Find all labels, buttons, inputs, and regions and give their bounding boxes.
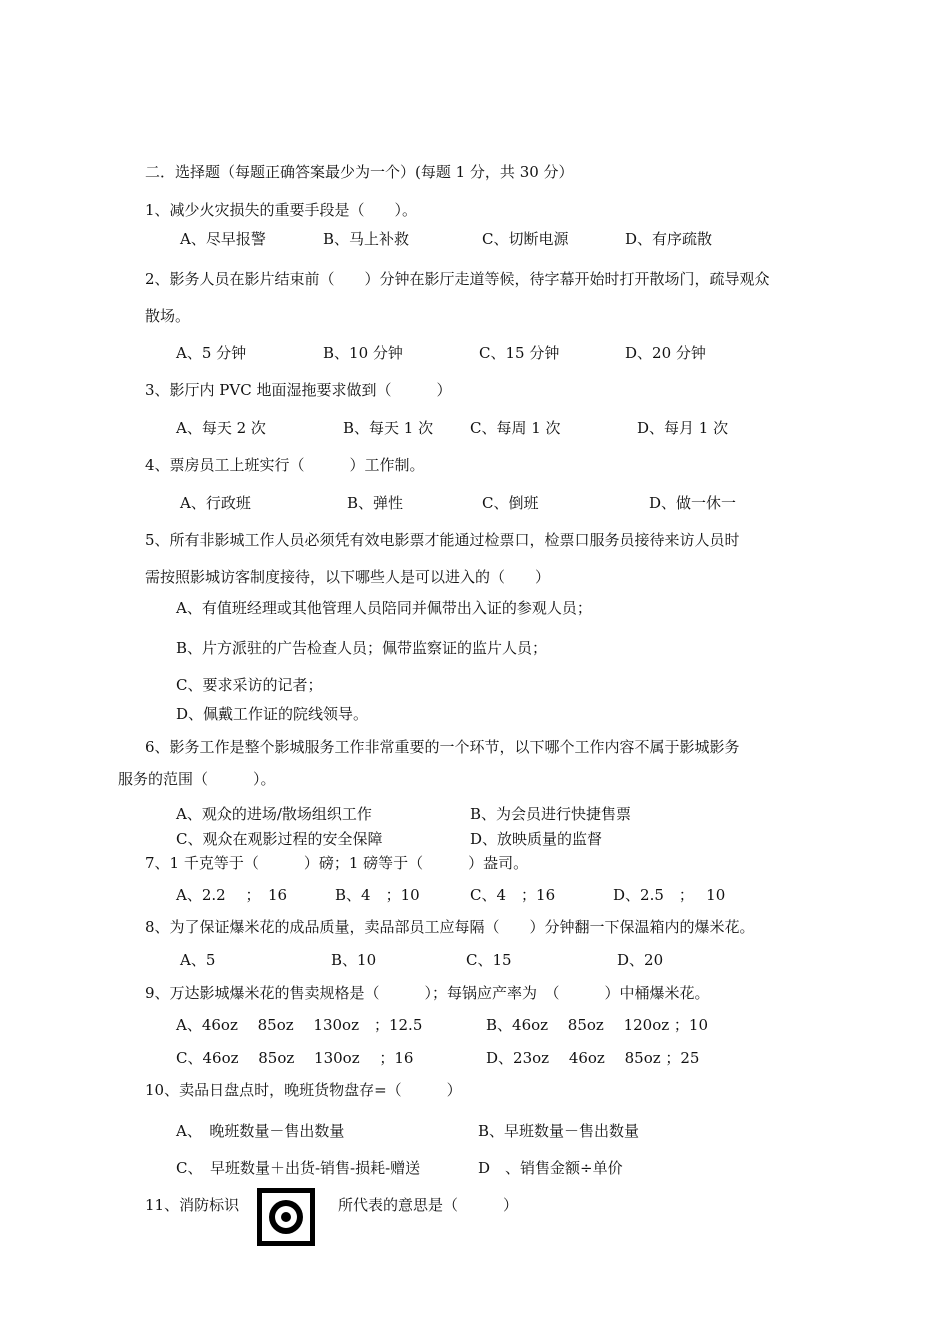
q1-option-a: A、尽早报警 [180, 230, 266, 248]
q6-option-d: D、放映质量的监督 [470, 830, 603, 848]
question-2-text-cont: 散场。 [145, 307, 191, 325]
q8-option-a: A、5 [180, 951, 216, 969]
question-6-text: 6、影务工作是整个影城服务工作非常重要的一个环节，以下哪个工作内容不属于影城影务 [145, 738, 740, 756]
q3-option-b: B、每天 1 次 [343, 419, 434, 437]
question-7-text: 7、1 千克等于（ ）磅；1 磅等于（ ）盎司。 [145, 854, 529, 872]
q4-option-d: D、做一休一 [649, 494, 737, 512]
q5-option-c: C、要求采访的记者； [176, 676, 323, 694]
q3-option-d: D、每月 1 次 [637, 419, 729, 437]
q5-option-b: B、片方派驻的广告检查人员；佩带监察证的监片人员； [176, 639, 548, 657]
q5-option-d: D、佩戴工作证的院线领导。 [176, 705, 369, 723]
q1-option-b: B、马上补救 [323, 230, 410, 248]
q5-option-a: A、有值班经理或其他管理人员陪同并佩带出入证的参观人员； [176, 599, 592, 617]
q9-option-c: C、46oz 85oz 130oz ；16 [176, 1049, 414, 1067]
q7-option-c: C、4 ；16 [470, 886, 556, 904]
q2-option-a: A、5 分钟 [176, 344, 247, 362]
question-5-text-cont: 需按照影城访客制度接待，以下哪些人是可以进入的（ ） [145, 568, 551, 586]
q1-option-d: D、有序疏散 [625, 230, 713, 248]
question-4-text: 4、票房员工上班实行（ ）工作制。 [145, 456, 425, 474]
q8-option-c: C、15 [466, 951, 512, 969]
section-title: 二．选择题（每题正确答案最少为一个）(每题 1 分，共 30 分） [145, 163, 574, 181]
q8-option-b: B、10 [331, 951, 377, 969]
q6-option-c: C、观众在观影过程的安全保障 [176, 830, 383, 848]
q6-option-a: A、观众的进场/散场组织工作 [176, 805, 372, 823]
question-11-text: 11、消防标识 [145, 1196, 240, 1214]
q4-option-a: A、行政班 [180, 494, 251, 512]
question-5-text: 5、所有非影城工作人员必须凭有效电影票才能通过检票口，检票口服务员接待来访人员时 [145, 531, 740, 549]
q3-option-a: A、每天 2 次 [176, 419, 266, 437]
question-3-text: 3、影厅内 PVC 地面湿拖要求做到（ ） [145, 381, 452, 399]
question-6-text-cont: 服务的范围（ ）。 [118, 770, 276, 788]
question-1-text: 1、减少火灾损失的重要手段是（ ）。 [145, 201, 418, 219]
q9-option-d: D、23oz 46oz 85oz ；25 [486, 1049, 700, 1067]
question-2-text: 2、影务人员在影片结束前（ ）分钟在影厅走道等候，待字幕开始时打开散场门，疏导观众 [145, 270, 770, 288]
q10-option-d: D 、销售金额÷单价 [478, 1159, 623, 1177]
q6-option-b: B、为会员进行快捷售票 [470, 805, 632, 823]
q1-option-c: C、切断电源 [482, 230, 569, 248]
question-11-text-cont: 所代表的意思是（ ） [338, 1196, 519, 1214]
q7-option-b: B、4 ；10 [335, 886, 420, 904]
q8-option-d: D、20 [617, 951, 664, 969]
q9-option-b: B、46oz 85oz 120oz ；10 [486, 1016, 709, 1034]
q2-option-b: B、10 分钟 [323, 344, 403, 362]
q7-option-a: A、2.2 ； 16 [176, 886, 288, 904]
q4-option-c: C、倒班 [482, 494, 539, 512]
q7-option-d: D、2.5 ； 10 [613, 886, 726, 904]
q10-option-c: C、 早班数量＋出货-销售-损耗-赠送 [176, 1159, 421, 1177]
q2-option-c: C、15 分钟 [479, 344, 560, 362]
question-9-text: 9、万达影城爆米花的售卖规格是（ ）；每锅应产率为 （ ）中桶爆米花。 [145, 984, 710, 1002]
q3-option-c: C、每周 1 次 [470, 419, 561, 437]
fire-safety-sign-icon [257, 1188, 315, 1246]
q10-option-a: A、 晚班数量－售出数量 [176, 1122, 345, 1140]
q9-option-a: A、46oz 85oz 130oz ；12.5 [176, 1016, 423, 1034]
q10-option-b: B、早班数量－售出数量 [478, 1122, 640, 1140]
question-10-text: 10、卖品日盘点时，晚班货物盘存=（ ） [145, 1081, 462, 1099]
q2-option-d: D、20 分钟 [625, 344, 706, 362]
question-8-text: 8、为了保证爆米花的成品质量，卖品部员工应每隔（ ）分钟翻一下保温箱内的爆米花。 [145, 918, 755, 936]
q4-option-b: B、弹性 [347, 494, 404, 512]
